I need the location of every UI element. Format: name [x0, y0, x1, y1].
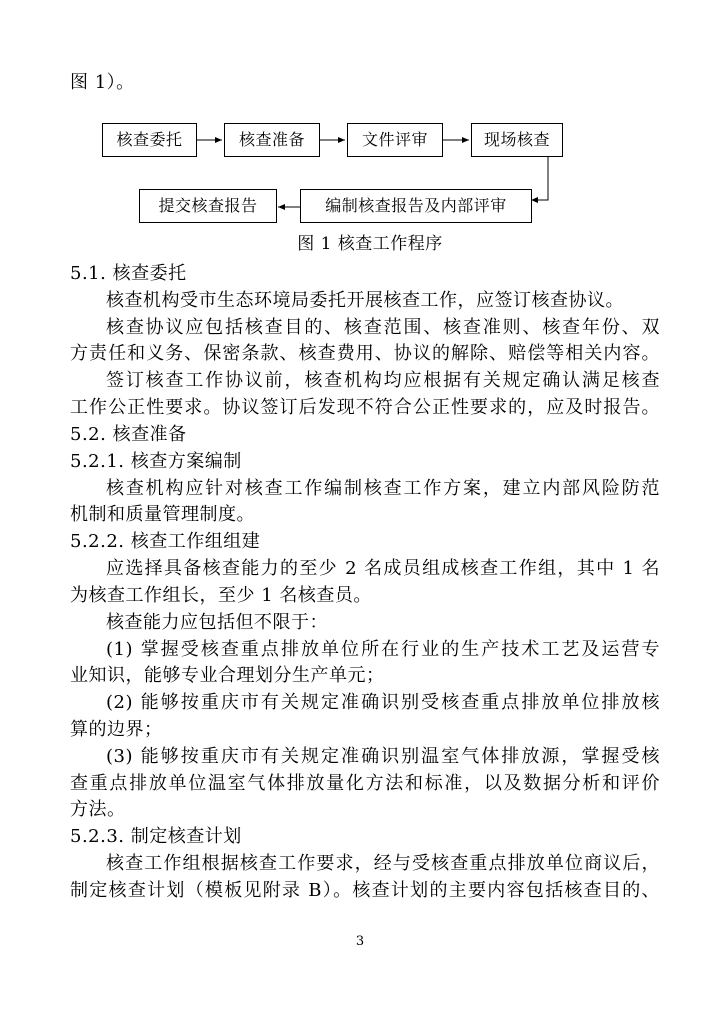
heading-5-2-3: 5.2.3. 制定核查计划	[70, 826, 242, 847]
heading-5-1: 5.1. 核查委托	[70, 263, 187, 284]
paragraph-line: 核查工作组根据核查工作要求，经与受核查重点排放单位商议后，	[106, 853, 660, 874]
paragraph-line: 机制和质量管理制度。	[70, 504, 255, 525]
paragraph-line: 核查机构受市生态环境局委托开展核查工作，应签订核查协议。	[106, 290, 624, 311]
list-item-1: (1) 掌握受核查重点排放单位所在行业的生产技术工艺及运营专	[106, 639, 660, 660]
paragraph-line: 业知识，能够专业合理划分生产单元；	[70, 665, 385, 686]
heading-5-2: 5.2. 核查准备	[70, 424, 187, 445]
paragraph-line: 核查能力应包括但不限于：	[106, 612, 328, 633]
paragraph-line: 核查协议应包括核查目的、核查范围、核查准则、核查年份、双	[106, 317, 660, 338]
heading-5-2-1: 5.2.1. 核查方案编制	[70, 451, 242, 472]
flow-box-document-review: 文件评审	[347, 123, 443, 157]
flow-box-submit-report: 提交核查报告	[139, 189, 277, 223]
flow-box-preparation: 核查准备	[224, 123, 320, 157]
paragraph-line: 制定核查计划（模板见附录 B）。核查计划的主要内容包括核查目的、	[70, 880, 660, 901]
paragraph-line: 为核查工作组长，至少 1 名核查员。	[70, 585, 372, 606]
paragraph-line: 核查机构应针对核查工作编制核查工作方案，建立内部风险防范	[106, 478, 660, 499]
arrow-4	[531, 157, 548, 200]
list-item-3: (3) 能够按重庆市有关规定准确识别温室气体排放源，掌握受核	[106, 746, 660, 767]
paragraph-line: 方责任和义务、保密条款、核查费用、协议的解除、赔偿等相关内容。	[70, 343, 660, 364]
paragraph-line: 应选择具备核查能力的至少 2 名成员组成核查工作组，其中 1 名	[106, 558, 660, 579]
paragraph-line: 签订核查工作协议前，核查机构均应根据有关规定确认满足核查	[106, 370, 660, 391]
paragraph-line: 工作公正性要求。协议签订后发现不符合公正性要求的，应及时报告。	[70, 397, 660, 418]
flow-box-site-verification: 现场核查	[471, 123, 563, 157]
figure-caption: 图 1 核查工作程序	[297, 234, 443, 254]
paragraph-line: 方法。	[70, 799, 126, 820]
heading-5-2-2: 5.2.2. 核查工作组组建	[70, 531, 261, 552]
paragraph-line: 查重点排放单位温室气体排放量化方法和标准，以及数据分析和评价	[70, 773, 660, 794]
flow-box-report-compilation: 编制核查报告及内部评审	[300, 189, 532, 223]
list-item-2: (2) 能够按重庆市有关规定准确识别受核查重点排放单位排放核	[106, 692, 660, 713]
flow-box-commission: 核查委托	[102, 123, 197, 157]
paragraph-line: 算的边界；	[70, 719, 163, 740]
page-number: 3	[355, 934, 365, 949]
intro-text: 图 1）。	[70, 72, 135, 93]
